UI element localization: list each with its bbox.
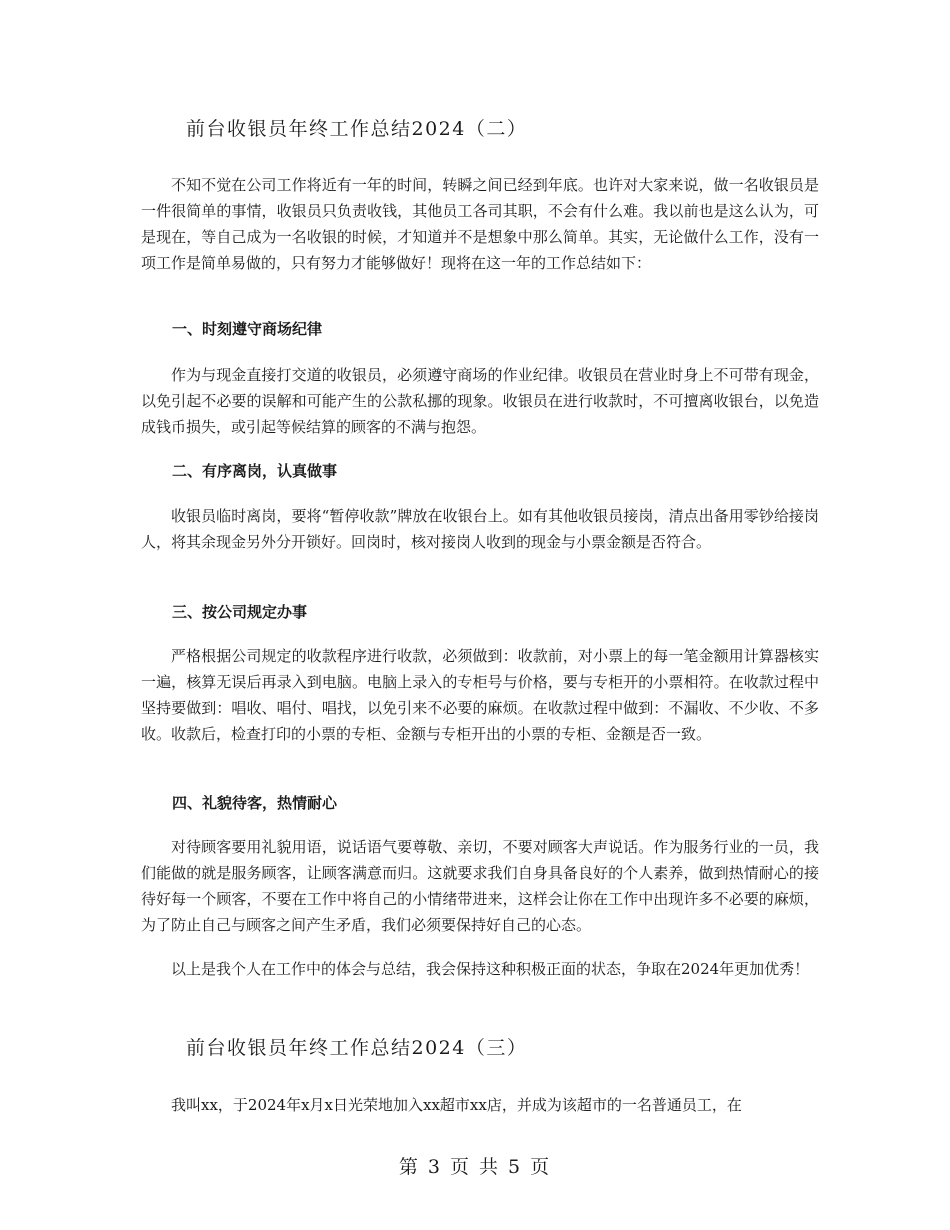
section-heading-4: 四、礼貌待客，热情耐心: [172, 794, 338, 812]
section-heading-2: 二、有序离岗，认真做事: [172, 462, 338, 480]
section-body-2: 收银员临时离岗，要将“暂停收款”牌放在收银台上。如有其他收银员接岗，清点出备用零钞给接岗人，将其余现金另外分开锁好。回岗时，核对接岗人收到的现金与小票金额是否符合。: [141, 507, 819, 551]
document-title: 前台收银员年终工作总结2024（二）: [186, 118, 528, 140]
section-heading-3: 三、按公司规定办事: [172, 603, 308, 621]
next-opening-paragraph: 我叫xx，于2024年x月x日光荣地加入xx超市xx店，并成为该超市的一名普通员工，在: [171, 1096, 742, 1114]
page-footer: 第 3 页 共 5 页: [398, 1156, 552, 1178]
section-body-3: 严格根据公司规定的收款程序进行收款，必须做到：收款前，对小票上的每一笔金额用计算器核实一遍，核算无误后再录入到电脑。电脑上录入的专柜号与价格，要与专柜开的小票相符。在收款过程中坚持要做到：唱收、唱付、唱找，以免引来不必要的麻烦。在收款过程中做到：不漏收、不少收、不多收。收款后，检查打印的小票的专柜、金额与专柜开出的小票的专柜、金额是否一致。: [141, 647, 819, 743]
section-body-4: 对待顾客要用礼貌用语，说话语气要尊敬、亲切，不要对顾客大声说话。作为服务行业的一员，我们能做的就是服务顾客，让顾客满意而归。这就要求我们自身具备良好的个人素养，做到热情耐心的接待好每一个顾客，不要在工作中将自己的小情绪带进来，这样会让你在工作中出现许多不必要的麻烦，为了防止自己与顾客之间产生矛盾，我们必须要保持好自己的心态。: [141, 838, 819, 934]
next-document-title: 前台收银员年终工作总结2024（三）: [186, 1037, 528, 1059]
intro-paragraph: 不知不觉在公司工作将近有一年的时间，转瞬之间已经到年底。也许对大家来说，做一名收银员是一件很简单的事情，收银员只负责收钱，其他员工各司其职，不会有什么难。我以前也是这么认为，可是现在，等自己成为一名收银的时候，才知道并不是想象中那么简单。其实，无论做什么工作，没有一项工作是简单易做的，只有努力才能够做好！现将在这一年的工作总结如下：: [141, 176, 819, 272]
section-body-1: 作为与现金直接打交道的收银员，必须遵守商场的作业纪律。收银员在营业时身上不可带有现金，以免引起不必要的误解和可能产生的公款私挪的现象。收银员在进行收款时，不可擅离收银台，以免造成钱币损失，或引起等候结算的顾客的不满与抱怨。: [141, 366, 819, 436]
conclusion-paragraph: 以上是我个人在工作中的体会与总结，我会保持这种积极正面的状态，争取在2024年更加优秀！: [171, 960, 810, 978]
section-heading-1: 一、时刻遵守商场纪律: [172, 320, 323, 338]
